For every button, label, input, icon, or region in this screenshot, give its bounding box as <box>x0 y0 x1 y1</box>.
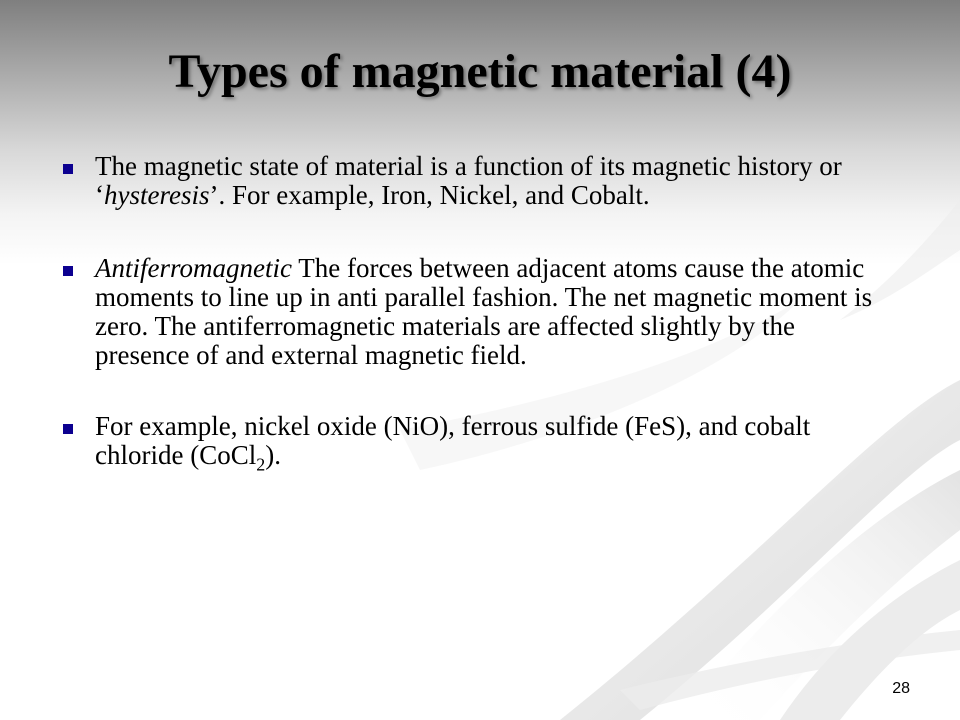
bullet-list <box>0 152 960 505</box>
bullet-item <box>0 254 960 370</box>
bullet-item <box>0 152 960 210</box>
bullet-text: Antiferromagnetic The forces between adjacent atoms cause the atomic moments to line up in anti parallel fashion. The net magnetic moment is zero. The antiferromagnetic materials are affected slightly by the presence of and external magnetic field. <box>95 253 873 370</box>
bullet-item <box>0 412 960 479</box>
square-bullet-icon <box>63 164 73 174</box>
square-bullet-icon <box>63 266 73 276</box>
bullet-text: For example, nickel oxide (NiO), ferrous sulfide (FeS), and cobalt chloride (CoCl$_2$). <box>95 411 811 475</box>
slide-title: Types of magnetic material (4) <box>168 45 792 98</box>
bullet-text: The magnetic state of material is a function of its magnetic history or ‘hysteresis’. For example, Iron, Nickel, and Cobalt. <box>95 151 842 210</box>
page-number: 28 <box>892 680 910 697</box>
square-bullet-icon <box>63 424 73 434</box>
